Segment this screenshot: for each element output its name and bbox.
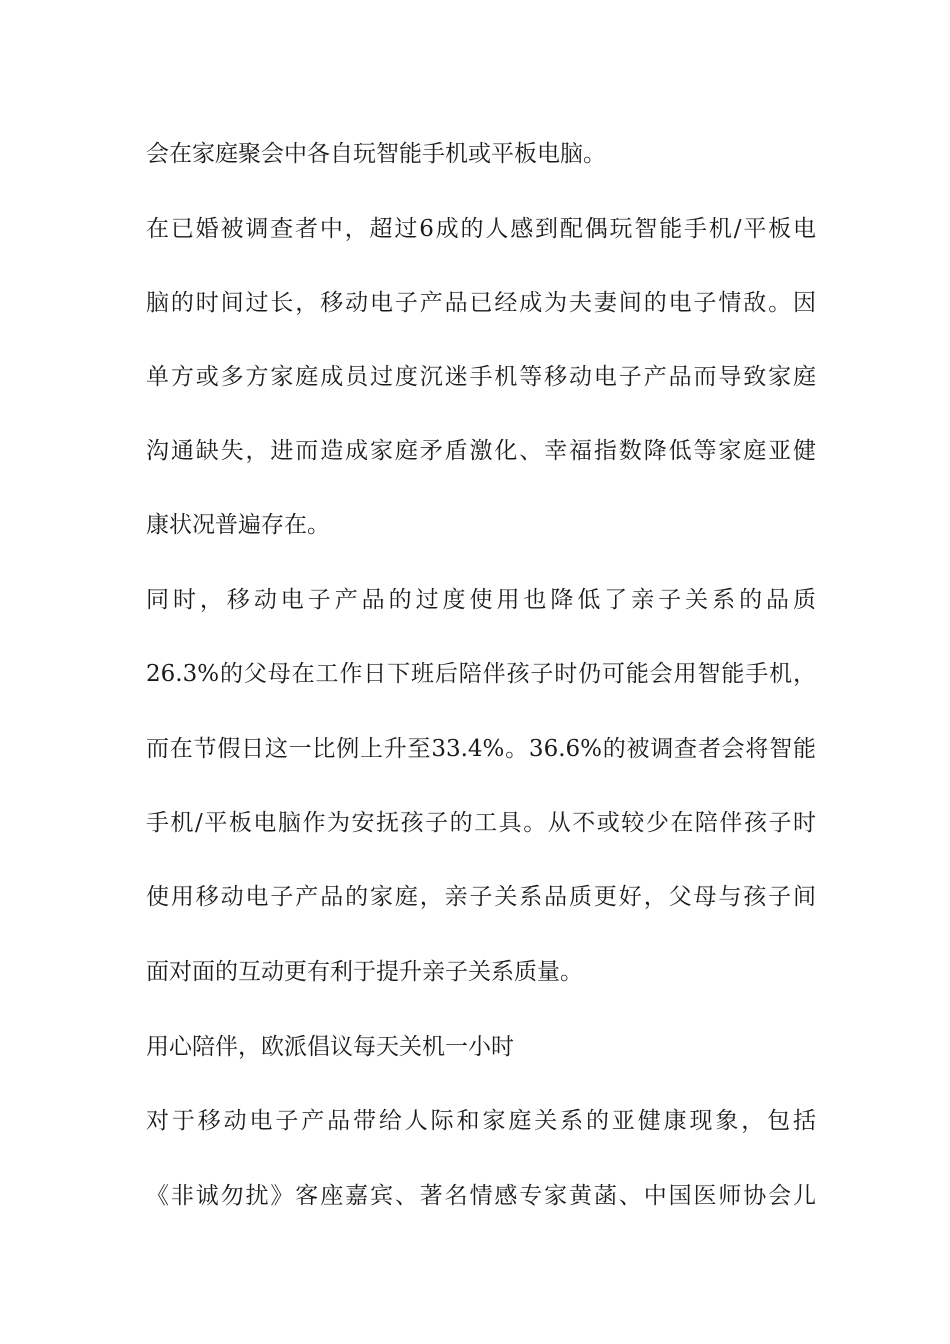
text-line-8: 26.3%的父母在工作日下班后陪伴孩子时仍可能会用智能手机，: [146, 661, 816, 687]
text-line-9: 而在节假日这一比例上升至33.4%。36.6%的被调查者会将智能: [146, 736, 816, 762]
text-line-6: 康状况普遍存在。: [146, 512, 330, 538]
text-line-11: 使用移动电子产品的家庭，亲子关系品质更好，父母与孩子间: [146, 884, 816, 910]
text-line-14: 对于移动电子产品带给人际和家庭关系的亚健康现象，包括: [146, 1108, 816, 1134]
section-heading: 用心陪伴，欧派倡议每天关机一小时: [146, 1034, 514, 1060]
text-line-7: 同时，移动电子产品的过度使用也降低了亲子关系的品质: [146, 587, 816, 613]
text-line-2: 在已婚被调查者中，超过6成的人感到配偶玩智能手机/平板电: [146, 216, 816, 242]
text-line-10: 手机/平板电脑作为安抚孩子的工具。从不或较少在陪伴孩子时: [146, 810, 816, 836]
text-line-3: 脑的时间过长，移动电子产品已经成为夫妻间的电子情敌。因: [146, 290, 816, 316]
text-line-12: 面对面的互动更有利于提升亲子关系质量。: [146, 959, 583, 985]
text-line-15: 《非诚勿扰》客座嘉宾、著名情感专家黄菡、中国医师协会儿: [146, 1183, 816, 1209]
text-line-1: 会在家庭聚会中各自玩智能手机或平板电脑。: [146, 141, 606, 167]
text-line-4: 单方或多方家庭成员过度沉迷手机等移动电子产品而导致家庭: [146, 364, 816, 390]
text-line-5: 沟通缺失，进而造成家庭矛盾激化、幸福指数降低等家庭亚健: [146, 438, 816, 464]
